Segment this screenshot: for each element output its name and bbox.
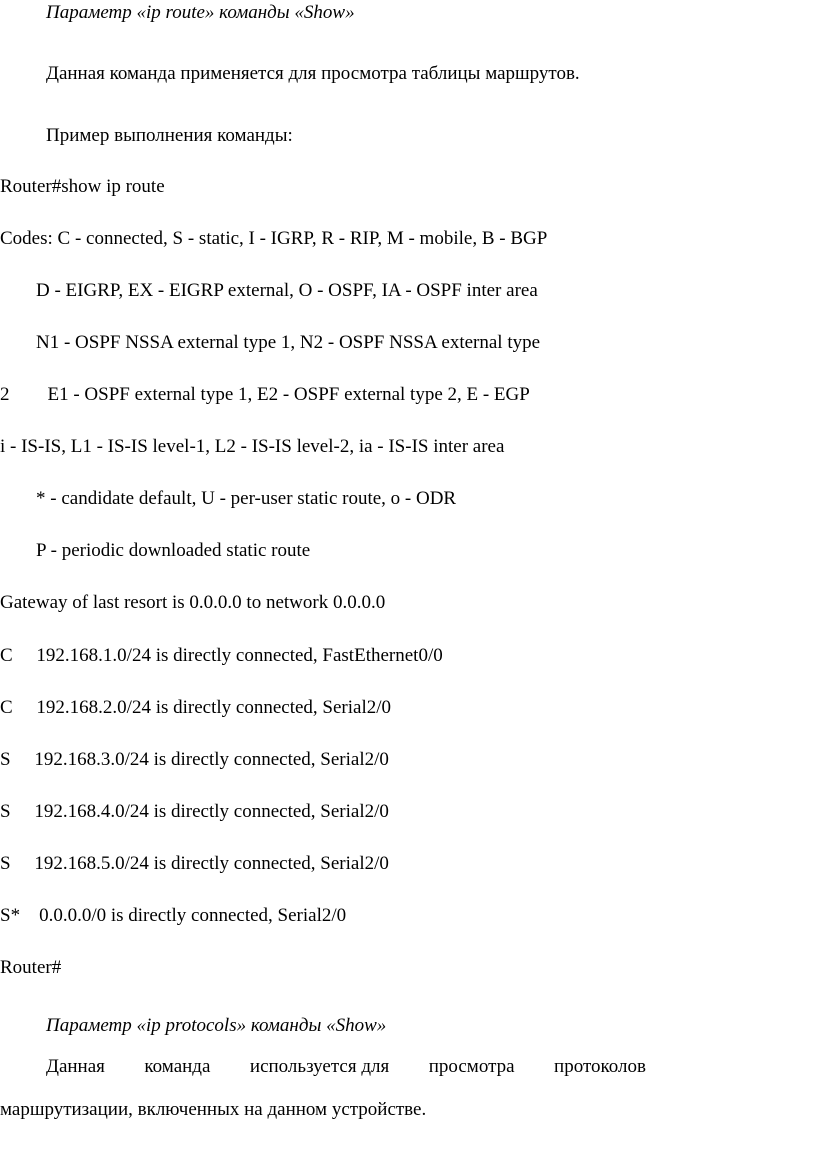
route-entry: S 192.168.5.0/24 is directly connected, Serial2/0	[0, 853, 389, 874]
cli-prompt: Router#	[0, 957, 62, 978]
description-word: используется для	[249, 1056, 390, 1077]
cli-output-line: P - periodic downloaded static route	[36, 540, 311, 561]
section-heading-ip-protocols: Параметр «ip protocols» команды «Show»	[46, 1015, 387, 1036]
cli-output-line: 2 E1 - OSPF external type 1, E2 - OSPF external type 2, E - EGP	[0, 384, 530, 405]
route-entry: C 192.168.1.0/24 is directly connected, FastEthernet0/0	[0, 645, 443, 666]
cli-output-line: Router#show ip route	[0, 176, 165, 197]
cli-output-line: D - EIGRP, EX - EIGRP external, O - OSPF, IA - OSPF inter area	[36, 280, 538, 301]
section-description: Данная команда применяется для просмотра таблицы маршрутов.	[46, 63, 580, 84]
example-label: Пример выполнения команды:	[46, 125, 293, 146]
route-entry: S* 0.0.0.0/0 is directly connected, Serial2/0	[0, 905, 347, 926]
cli-output-line: i - IS-IS, L1 - IS-IS level-1, L2 - IS-IS level-2, ia - IS-IS inter area	[0, 436, 505, 457]
route-entry: S 192.168.4.0/24 is directly connected, Serial2/0	[0, 801, 389, 822]
cli-output-line: Codes: C - connected, S - static, I - IGRP, R - RIP, M - mobile, B - BGP	[0, 228, 548, 249]
section2-description-line2: маршрутизации, включенных на данном устройстве.	[0, 1099, 427, 1120]
description-word: Данная	[46, 1056, 105, 1077]
description-word: команда	[144, 1056, 211, 1077]
route-entry: C 192.168.2.0/24 is directly connected, Serial2/0	[0, 697, 392, 718]
description-word: протоколов	[554, 1056, 646, 1077]
section-heading-ip-route: Параметр «ip route» команды «Show»	[46, 2, 355, 23]
section2-description-line1	[46, 1056, 646, 1078]
route-entry: S 192.168.3.0/24 is directly connected, Serial2/0	[0, 749, 389, 770]
cli-output-line: Gateway of last resort is 0.0.0.0 to network 0.0.0.0	[0, 592, 386, 613]
cli-output-line: * - candidate default, U - per-user static route, o - ODR	[36, 488, 457, 509]
cli-output-line: N1 - OSPF NSSA external type 1, N2 - OSPF NSSA external type	[36, 332, 541, 353]
description-word: просмотра	[428, 1056, 515, 1077]
